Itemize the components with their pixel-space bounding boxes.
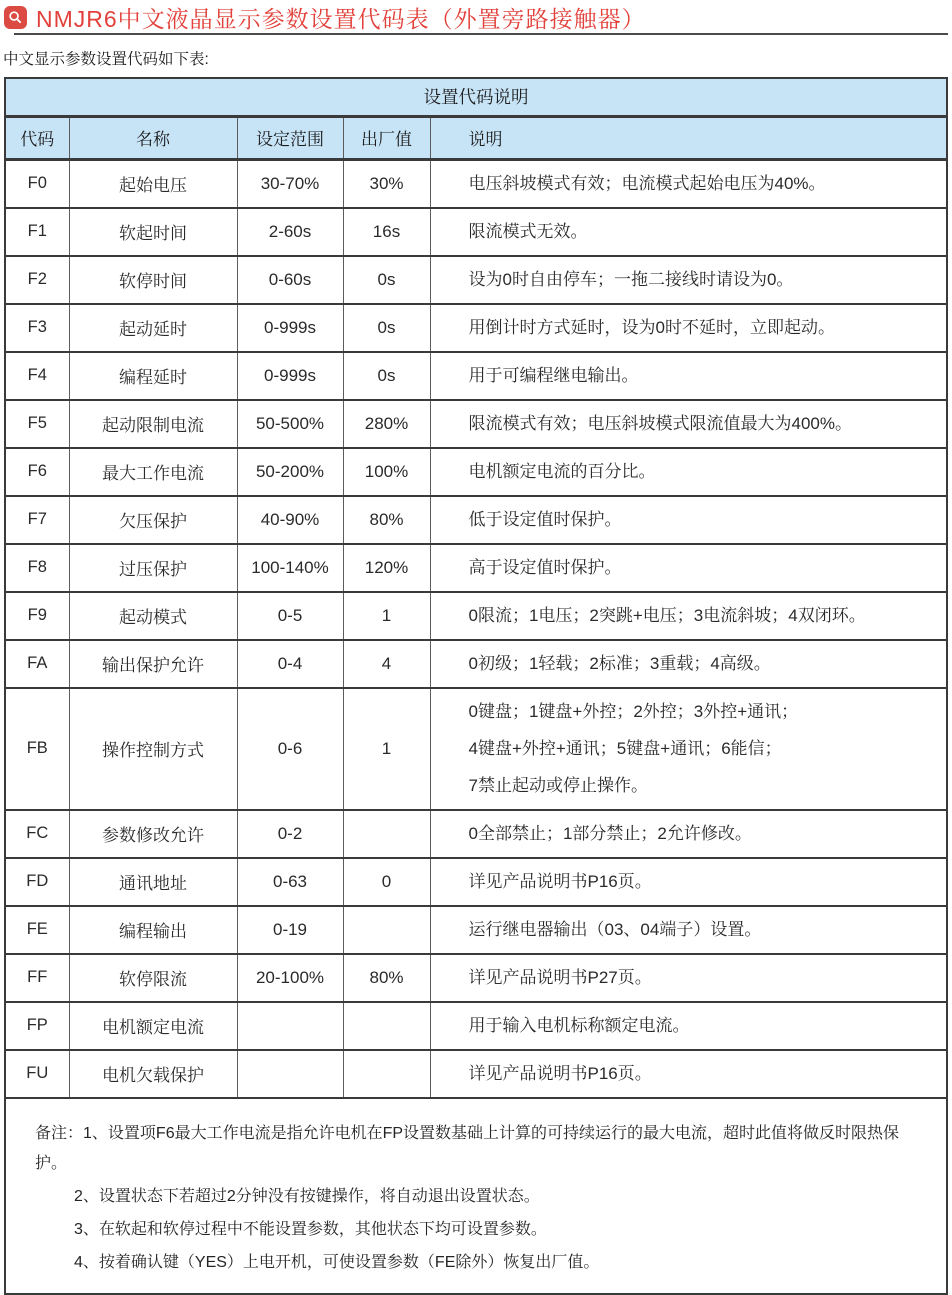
note-item: 4、按着确认键（YES）上电开机，可使设置参数（FE除外）恢复出厂值。 bbox=[74, 1253, 600, 1271]
cell-name: 编程输出 bbox=[69, 906, 237, 954]
cell-code: F4 bbox=[5, 352, 69, 400]
cell-code: F5 bbox=[5, 400, 69, 448]
cell-desc bbox=[430, 688, 947, 810]
cell-desc bbox=[430, 954, 947, 1002]
table-row bbox=[5, 496, 947, 544]
desc-line: 运行继电器输出（03、04端子）设置。 bbox=[468, 919, 762, 939]
desc-line: 0键盘；1键盘+外控；2外控；3外控+通讯； bbox=[468, 701, 799, 721]
desc-line: 电压斜坡模式有效；电流模式起始电压为40%。 bbox=[468, 173, 826, 193]
cell-factory: 30% bbox=[343, 159, 430, 208]
column-header-factory: 出厂值 bbox=[343, 116, 430, 159]
desc-line: 详见产品说明书P16页。 bbox=[468, 871, 652, 891]
column-header-range: 设定范围 bbox=[237, 116, 343, 159]
cell-code: F7 bbox=[5, 496, 69, 544]
desc-line: 0限流；1电压；2突跳+电压；3电流斜坡；4双闭环。 bbox=[468, 605, 866, 625]
search-icon bbox=[4, 6, 27, 29]
cell-range: 20-100% bbox=[237, 954, 343, 1002]
column-header-code: 代码 bbox=[5, 116, 69, 159]
desc-line: 高于设定值时保护。 bbox=[468, 557, 622, 577]
note-text: 1、设置项F6最大工作电流是指允许电机在FP设置数基础上计算的可持续运行的最大电流，超时此值将做反时限热保护。 bbox=[35, 1124, 900, 1172]
cell-desc bbox=[430, 448, 947, 496]
desc-line: 限流模式有效；电压斜坡模式限流值最大为400%。 bbox=[468, 413, 852, 433]
cell-factory: 0s bbox=[343, 304, 430, 352]
desc-line: 4键盘+外控+通讯；5键盘+通讯；6能信； bbox=[468, 738, 782, 758]
table-row bbox=[5, 256, 947, 304]
cell-range bbox=[237, 1002, 343, 1050]
table-row bbox=[5, 906, 947, 954]
desc-line: 详见产品说明书P27页。 bbox=[468, 967, 652, 987]
cell-range: 0-19 bbox=[237, 906, 343, 954]
column-header-name: 名称 bbox=[69, 116, 237, 159]
cell-name: 电机额定电流 bbox=[69, 1002, 237, 1050]
table-body bbox=[5, 159, 947, 1098]
cell-code: F0 bbox=[5, 159, 69, 208]
cell-factory: 0s bbox=[343, 352, 430, 400]
cell-factory bbox=[343, 906, 430, 954]
cell-range: 0-6 bbox=[237, 688, 343, 810]
table-row bbox=[5, 304, 947, 352]
cell-factory: 1 bbox=[343, 688, 430, 810]
cell-range: 0-63 bbox=[237, 858, 343, 906]
intro-text: 中文显示参数设置代码如下表: bbox=[3, 51, 209, 68]
table-row bbox=[5, 400, 947, 448]
desc-line: 低于设定值时保护。 bbox=[468, 509, 622, 529]
notes-label: 备注： bbox=[35, 1124, 84, 1142]
cell-range: 0-2 bbox=[237, 810, 343, 858]
table-row bbox=[5, 954, 947, 1002]
cell-range: 0-999s bbox=[237, 352, 343, 400]
cell-desc bbox=[430, 304, 947, 352]
cell-range: 0-999s bbox=[237, 304, 343, 352]
note-item: 3、在软起和软停过程中不能设置参数，其他状态下均可设置参数。 bbox=[74, 1220, 547, 1238]
desc-line: 详见产品说明书P16页。 bbox=[468, 1063, 652, 1083]
cell-factory: 1 bbox=[343, 592, 430, 640]
cell-code: FA bbox=[5, 640, 69, 688]
cell-name: 起动模式 bbox=[69, 592, 237, 640]
cell-name: 起动限制电流 bbox=[69, 400, 237, 448]
cell-range: 100-140% bbox=[237, 544, 343, 592]
cell-code: F6 bbox=[5, 448, 69, 496]
notes-box bbox=[4, 1099, 948, 1295]
doc-header bbox=[0, 0, 952, 30]
page-title: NMJR6中文液晶显示参数设置代码表（外置旁路接触器） bbox=[36, 6, 646, 32]
cell-factory: 100% bbox=[343, 448, 430, 496]
cell-factory bbox=[343, 1002, 430, 1050]
cell-range: 0-60s bbox=[237, 256, 343, 304]
cell-desc bbox=[430, 400, 947, 448]
cell-factory: 120% bbox=[343, 544, 430, 592]
cell-code: FU bbox=[5, 1050, 69, 1098]
cell-range: 30-70% bbox=[237, 159, 343, 208]
cell-desc bbox=[430, 544, 947, 592]
cell-name: 操作控制方式 bbox=[69, 688, 237, 810]
cell-desc bbox=[430, 208, 947, 256]
cell-name: 软停时间 bbox=[69, 256, 237, 304]
desc-line: 限流模式无效。 bbox=[468, 221, 588, 241]
cell-range: 50-500% bbox=[237, 400, 343, 448]
table-row bbox=[5, 208, 947, 256]
cell-factory: 16s bbox=[343, 208, 430, 256]
note-item: 2、设置状态下若超过2分钟没有按键操作，将自动退出设置状态。 bbox=[74, 1187, 540, 1205]
table-row bbox=[5, 858, 947, 906]
cell-range: 2-60s bbox=[237, 208, 343, 256]
cell-range: 50-200% bbox=[237, 448, 343, 496]
cell-desc bbox=[430, 592, 947, 640]
cell-range bbox=[237, 1050, 343, 1098]
cell-name: 最大工作电流 bbox=[69, 448, 237, 496]
cell-desc bbox=[430, 640, 947, 688]
cell-factory: 80% bbox=[343, 496, 430, 544]
cell-name: 起动延时 bbox=[69, 304, 237, 352]
cell-desc bbox=[430, 858, 947, 906]
cell-factory: 280% bbox=[343, 400, 430, 448]
cell-name: 过压保护 bbox=[69, 544, 237, 592]
table-row bbox=[5, 448, 947, 496]
desc-line: 用于可编程继电输出。 bbox=[468, 365, 639, 385]
cell-code: FC bbox=[5, 810, 69, 858]
cell-code: F3 bbox=[5, 304, 69, 352]
cell-code: FF bbox=[5, 954, 69, 1002]
column-header-desc: 说明 bbox=[430, 116, 947, 159]
desc-line: 用倒计时方式延时，设为0时不延时，立即起动。 bbox=[468, 317, 835, 337]
table-row bbox=[5, 544, 947, 592]
table-row bbox=[5, 159, 947, 208]
cell-factory: 80% bbox=[343, 954, 430, 1002]
cell-code: F2 bbox=[5, 256, 69, 304]
column-header-row bbox=[5, 116, 947, 159]
cell-desc bbox=[430, 352, 947, 400]
cell-factory bbox=[343, 810, 430, 858]
cell-name: 编程延时 bbox=[69, 352, 237, 400]
cell-range: 40-90% bbox=[237, 496, 343, 544]
cell-desc bbox=[430, 810, 947, 858]
cell-factory: 0s bbox=[343, 256, 430, 304]
cell-code: F1 bbox=[5, 208, 69, 256]
table-head bbox=[5, 78, 947, 159]
desc-line: 7禁止起动或停止操作。 bbox=[468, 775, 648, 795]
cell-name: 欠压保护 bbox=[69, 496, 237, 544]
table-row bbox=[5, 688, 947, 810]
table-row bbox=[5, 352, 947, 400]
cell-factory: 0 bbox=[343, 858, 430, 906]
cell-name: 软起时间 bbox=[69, 208, 237, 256]
desc-line: 用于输入电机标称额定电流。 bbox=[468, 1015, 690, 1035]
table-row bbox=[5, 810, 947, 858]
cell-range: 0-5 bbox=[237, 592, 343, 640]
cell-name: 输出保护允许 bbox=[69, 640, 237, 688]
cell-desc bbox=[430, 1050, 947, 1098]
cell-name: 起始电压 bbox=[69, 159, 237, 208]
cell-name: 参数修改允许 bbox=[69, 810, 237, 858]
table-title: 设置代码说明 bbox=[5, 78, 947, 116]
cell-range: 0-4 bbox=[237, 640, 343, 688]
table-row bbox=[5, 640, 947, 688]
cell-code: FD bbox=[5, 858, 69, 906]
table-row bbox=[5, 1002, 947, 1050]
note-item bbox=[35, 1119, 930, 1179]
cell-desc bbox=[430, 906, 947, 954]
desc-line: 设为0时自由停车；一拖二接线时请设为0。 bbox=[468, 269, 794, 289]
cell-code: FP bbox=[5, 1002, 69, 1050]
cell-desc bbox=[430, 159, 947, 208]
cell-desc bbox=[430, 496, 947, 544]
cell-code: F8 bbox=[5, 544, 69, 592]
cell-desc bbox=[430, 256, 947, 304]
desc-line: 电机额定电流的百分比。 bbox=[468, 461, 656, 481]
cell-name: 通讯地址 bbox=[69, 858, 237, 906]
cell-desc bbox=[430, 1002, 947, 1050]
cell-factory bbox=[343, 1050, 430, 1098]
cell-name: 软停限流 bbox=[69, 954, 237, 1002]
desc-line: 0初级；1轻载；2标准；3重载；4高级。 bbox=[468, 653, 771, 673]
table-row bbox=[5, 1050, 947, 1098]
cell-code: F9 bbox=[5, 592, 69, 640]
table-title-row bbox=[5, 78, 947, 116]
table-row bbox=[5, 592, 947, 640]
cell-code: FB bbox=[5, 688, 69, 810]
cell-factory: 4 bbox=[343, 640, 430, 688]
parameter-table bbox=[4, 77, 948, 1099]
desc-line: 0全部禁止；1部分禁止；2允许修改。 bbox=[468, 823, 752, 843]
cell-code: FE bbox=[5, 906, 69, 954]
cell-name: 电机欠载保护 bbox=[69, 1050, 237, 1098]
